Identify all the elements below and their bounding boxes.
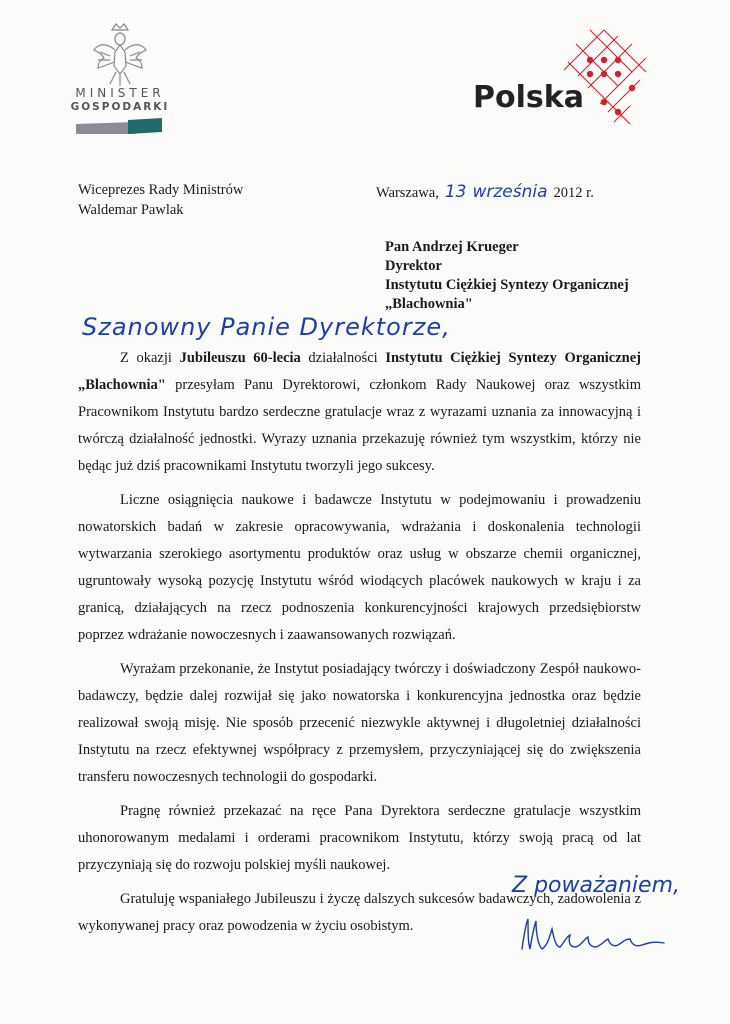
paragraph-5: Gratuluję wspaniałego Jubileuszu i życzę dalszych sukcesów badawczych, zadowolenia z wykonywanej pracy oraz powodzenia w życiu osobistym.	[78, 891, 641, 934]
salutation: Szanowny Panie Dyrektorze,	[82, 313, 451, 341]
sender-name: Waldemar Pawlak	[78, 202, 184, 218]
closing: Z poważaniem,	[512, 873, 681, 898]
ministry-line2: GOSPODARKI	[70, 101, 170, 113]
sender-block	[78, 180, 243, 220]
sender-title: Wiceprezes Rady Ministrów	[78, 182, 244, 198]
addressee-institute: Instytutu Ciężkiej Syntezy Organicznej	[385, 277, 629, 293]
date-year: 2012 r.	[553, 185, 594, 201]
polska-logo-text: Polska	[473, 80, 584, 115]
addressee-role: Dyrektor	[385, 258, 442, 274]
paragraph-1: Z okazji Jubileuszu 60-lecia działalności Instytutu Ciężkiej Syntezy Organicznej „Blachownia" przesyłam Panu Dyrektorowi, członkom Rady Naukowej oraz wszystkim Pracownikom Instytutu bardzo serdeczne gratulacje wraz z wyrazami uznania za innowacyjną i twórczą działalność jednostki. Wyrazy uznania przekazuję również tym wszystkim, którzy nie będąc już dziś pracownikami Instytutu tworzyli jego sukcesy.	[78, 350, 641, 474]
date-city: Warszawa,	[376, 185, 439, 201]
polska-logo-mark-icon	[560, 22, 646, 140]
addressee-institute-name: „Blachownia"	[385, 296, 473, 312]
date-month: września	[472, 182, 548, 202]
date-line	[376, 182, 594, 202]
eagle-emblem-icon	[90, 22, 150, 90]
paragraph-2: Liczne osiągnięcia naukowe i badawcze Instytutu w podejmowaniu i prowadzeniu nowatorskich badań w zakresie opracowywania, wdrażania i doskonalenia technologii wytwarzania szerokiego asortymentu produktów oraz usług w obszarze chemii organicznej, ugruntowały wysoką pozycję Instytutu wśród wiodących placówek naukowych w kraju i za granicą, działających na rzecz podnoszenia konkurencyjności krajowych przedsiębiorstw poprzez wdrażanie nowoczesnych i zaawansowanych rozwiązań.	[78, 492, 641, 643]
date-day: 13	[444, 182, 467, 202]
paragraph-4: Pragnę również przekazać na ręce Pana Dyrektora serdeczne gratulacje wszystkim uhonorowanym medalami i orderami pracownikom Instytutu, którzy swoją pracą od lat przyczyniają się do rozwoju polskiej myśli naukowej.	[78, 803, 641, 873]
letter-body	[78, 345, 641, 947]
paragraph-3: Wyrażam przekonanie, że Instytut posiadający twórczy i doświadczony Zespół naukowo-badawczy, będzie dalej rozwijał się jako nowatorska i konkurencyjna jednostka oraz będzie realizował swoją misję. Nie sposób przecenić niezwykle aktywnej i długoletniej działalności Instytutu na rzecz efektywnej współpracy z przemysłem, przyczyniającej się do zwiększenia transferu nowoczesnych technologii do gospodarki.	[78, 661, 641, 785]
addressee-name: Pan Andrzej Krueger	[385, 239, 519, 255]
ministry-line1: MINISTER	[75, 86, 165, 100]
handwritten-signature-icon	[518, 915, 668, 955]
ministry-color-bar	[76, 118, 162, 136]
addressee-block	[385, 238, 629, 314]
